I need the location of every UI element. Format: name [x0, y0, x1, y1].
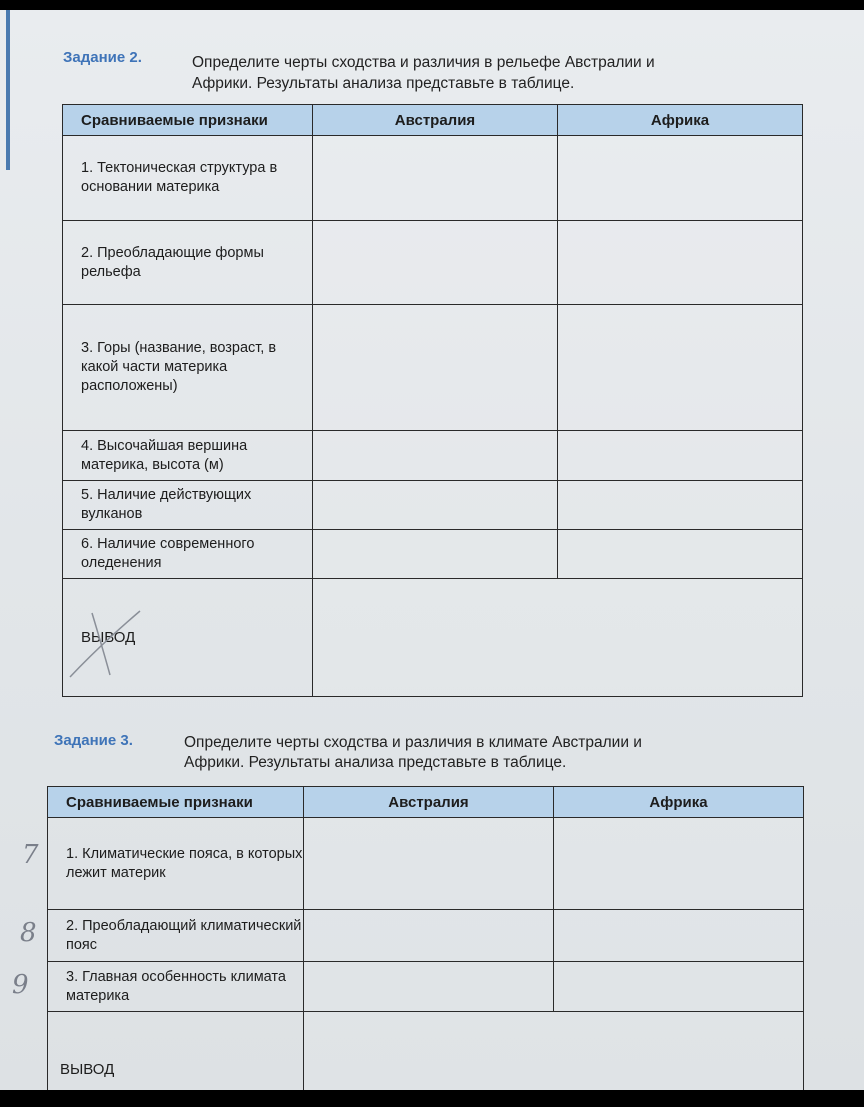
task2-row-label: 6. Наличие современного оледенения [63, 530, 313, 579]
table-row [48, 910, 804, 962]
table-row [63, 305, 803, 431]
task2-row-label: 2. Преобладающие формы рельефа [63, 221, 313, 305]
handwritten-number: 7 [22, 840, 39, 870]
task2-header [0, 10, 864, 110]
table-row [48, 818, 804, 910]
task2-conclusion-row [63, 579, 803, 697]
task2-number: Задание 2. [63, 49, 142, 66]
task2-line2: Африки. Результаты анализа представьте в таблице. [192, 75, 575, 92]
task2-conclusion-cell[interactable] [313, 579, 803, 697]
task2-cell-africa[interactable] [558, 221, 803, 305]
task2-line1: Определите черты сходства и различия в рельефе Австралии и [192, 54, 655, 71]
task3-number: Задание 3. [54, 732, 133, 749]
task3-cell-australia[interactable] [304, 818, 554, 910]
handwritten-number: 8 [20, 918, 37, 948]
task2-cell-africa[interactable] [558, 481, 803, 530]
task2-col-africa: Африка [558, 105, 803, 136]
task2-cell-australia[interactable] [313, 136, 558, 221]
task3-row-label: 3. Главная особенность климата материка [48, 962, 304, 1012]
textbook-page [0, 10, 864, 1090]
task3-line1: Определите черты сходства и различия в климате Австралии и [184, 734, 642, 751]
table-row [63, 431, 803, 481]
task3-col-feature: Сравниваемые признаки [48, 787, 304, 818]
task3-col-australia: Австралия [304, 787, 554, 818]
task2-header-row [63, 105, 803, 136]
table-row [48, 962, 804, 1012]
task3-cell-africa[interactable] [554, 818, 804, 910]
task3-cell-australia[interactable] [304, 962, 554, 1012]
task2-cell-africa[interactable] [558, 431, 803, 481]
task2-cell-australia[interactable] [313, 221, 558, 305]
task2-col-australia: Австралия [313, 105, 558, 136]
task3-header-row [48, 787, 804, 818]
task2-cell-africa[interactable] [558, 530, 803, 579]
task3-cell-africa[interactable] [554, 910, 804, 962]
task3-cell-africa[interactable] [554, 962, 804, 1012]
task2-row-label: 3. Горы (название, возраст, в какой части материка расположены) [63, 305, 313, 431]
task2-row-label: 1. Тектоническая структура в основании материка [63, 136, 313, 221]
task2-cell-australia[interactable] [313, 530, 558, 579]
task3-row-label: 2. Преобладающий климатический пояс [48, 910, 304, 962]
task3-conclusion-label: ВЫВОД [48, 1012, 304, 1091]
task2-cell-australia[interactable] [313, 481, 558, 530]
pencil-cross-mark [66, 605, 146, 685]
task3-row-label: 1. Климатические пояса, в которых лежит материк [48, 818, 304, 910]
table-row [63, 221, 803, 305]
task3-conclusion-row [48, 1012, 804, 1091]
handwritten-number: 9 [12, 970, 29, 1000]
task3-conclusion-cell[interactable] [304, 1012, 804, 1091]
task3-cell-australia[interactable] [304, 910, 554, 962]
table-row [63, 136, 803, 221]
task2-cell-australia[interactable] [313, 305, 558, 431]
task2-row-label: 5. Наличие действующих вулканов [63, 481, 313, 530]
task3-col-africa: Африка [554, 787, 804, 818]
task2-table [62, 104, 803, 697]
task2-cell-africa[interactable] [558, 305, 803, 431]
task3-header [0, 725, 864, 785]
task2-row-label: 4. Высочайшая вершина материка, высота (м) [63, 431, 313, 481]
task3-table [47, 786, 804, 1090]
task2-cell-australia[interactable] [313, 431, 558, 481]
task3-line2: Африки. Результаты анализа представьте в таблице. [184, 754, 567, 771]
table-row [63, 481, 803, 530]
task2-col-feature: Сравниваемые признаки [63, 105, 313, 136]
task2-conclusion-label: ВЫВОД [63, 579, 313, 697]
table-row [63, 530, 803, 579]
task2-cell-africa[interactable] [558, 136, 803, 221]
